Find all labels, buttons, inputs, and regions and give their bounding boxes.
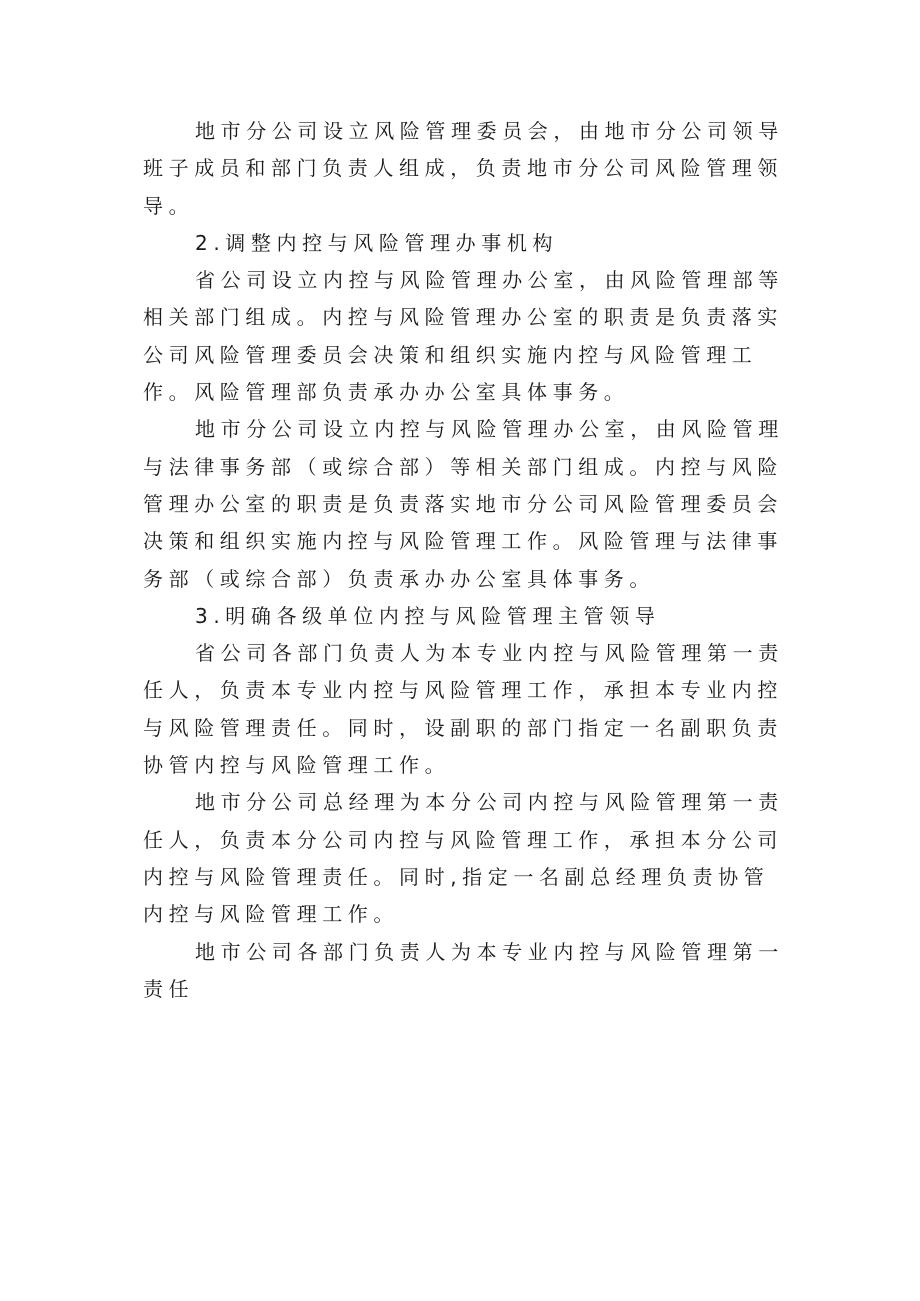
paragraph-branch-dept-heads: 地市公司各部门负责人为本专业内控与风险管理第一责任	[143, 939, 784, 1001]
section-heading-2: 2.调整内控与风险管理办事机构	[195, 230, 559, 255]
paragraph-provincial-dept-heads: 省公司各部门负责人为本专业内控与风险管理第一责任人，负责本专业内控与风险管理工作，承担本专业内控与风险管理责任。同时，设副职的部门指定一名副职负责协管内控与风险管理工作。	[143, 641, 784, 778]
paragraph-provincial-office: 省公司设立内控与风险管理办公室，由风险管理部等相关部门组成。内控与风险管理办公室的职责是负责落实公司风险管理委员会决策和组织实施内控与风险管理工作。风险管理部负责承办办公室具体事务。	[143, 268, 784, 405]
paragraph-branch-office: 地市分公司设立内控与风险管理办公室，由风险管理与法律事务部（或综合部）等相关部门组成。内控与风险管理办公室的职责是负责落实地市分公司风险管理委员会决策和组织实施内控与风险管理工作。风险管理与法律事务部（或综合部）负责承办办公室具体事务。	[143, 417, 784, 591]
paragraph-branch-general-manager: 地市分公司总经理为本分公司内控与风险管理第一责任人，负责本分公司内控与风险管理工作，承担本分公司内控与风险管理责任。同时,指定一名副总经理负责协管内控与风险管理工作。	[143, 790, 784, 927]
paragraph-risk-committee: 地市分公司设立风险管理委员会，由地市分公司领导班子成员和部门负责人组成，负责地市分公司风险管理领导。	[143, 119, 784, 218]
document-body	[143, 113, 793, 1008]
section-heading-3: 3.明确各级单位内控与风险管理主管领导	[195, 603, 661, 628]
